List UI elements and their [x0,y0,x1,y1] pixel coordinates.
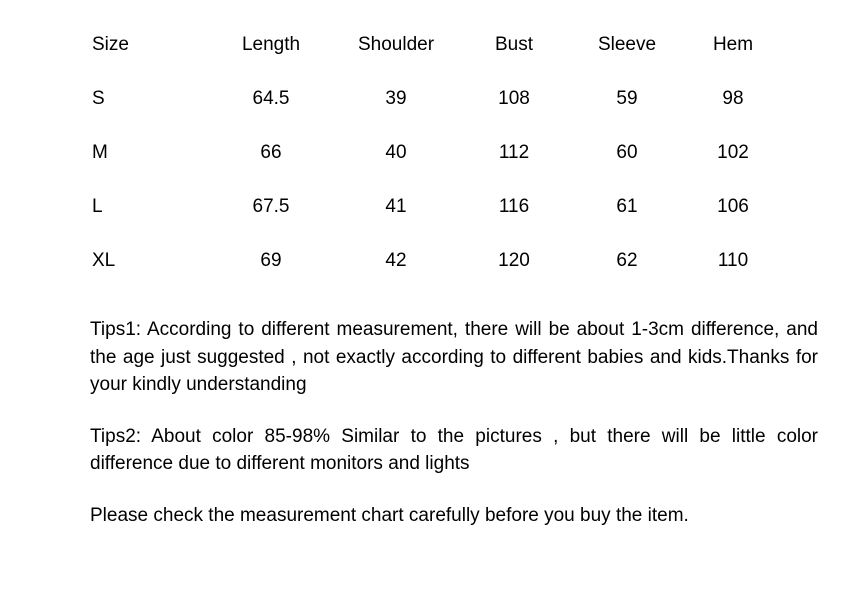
cell-sleeve: 61 [616,196,638,217]
table-row [90,72,780,126]
cell-size: S [92,88,105,109]
column-header-length: Length [241,34,301,55]
column-header-shoulder: Shoulder [357,34,435,55]
cell-sleeve: 60 [616,142,638,163]
cell-hem: 110 [717,250,749,271]
note-tips1: Tips1: According to different measurement, there will be about 1-3cm difference, and the age just suggested , not exactly according to different babies and kids.Thanks for your kindly understanding [90,319,818,396]
cell-shoulder: 41 [385,196,407,217]
column-header-sleeve: Sleeve [597,34,657,55]
table-row [90,180,780,234]
table-row [90,234,780,288]
cell-shoulder: 40 [385,142,407,163]
cell-bust: 112 [498,142,530,163]
notes-section [90,316,818,529]
cell-bust: 120 [498,250,530,271]
cell-hem: 98 [722,88,744,109]
column-header-bust: Bust [494,34,534,55]
cell-shoulder: 39 [385,88,407,109]
cell-size: XL [92,250,116,271]
cell-bust: 116 [498,196,530,217]
cell-length: 69 [260,250,282,271]
cell-length: 67.5 [252,196,290,217]
cell-size: L [92,196,103,217]
cell-size: M [92,142,108,163]
cell-hem: 102 [717,142,749,163]
column-header-size: Size [92,34,129,55]
table-header-row [90,18,780,72]
table-body [90,72,780,288]
cell-length: 64.5 [252,88,290,109]
cell-sleeve: 59 [616,88,638,109]
cell-hem: 106 [717,196,749,217]
cell-length: 66 [260,142,282,163]
table-header [90,18,780,72]
note-final: Please check the measurement chart carefully before you buy the item. [90,504,689,526]
note-tips2: Tips2: About color 85-98% Similar to the pictures , but there will be little color difference due to different monitors and lights [90,425,818,475]
cell-bust: 108 [498,88,530,109]
column-header-hem: Hem [712,34,754,55]
cell-shoulder: 42 [385,250,407,271]
cell-sleeve: 62 [616,250,638,271]
size-chart-table [90,18,780,288]
table-row [90,126,780,180]
